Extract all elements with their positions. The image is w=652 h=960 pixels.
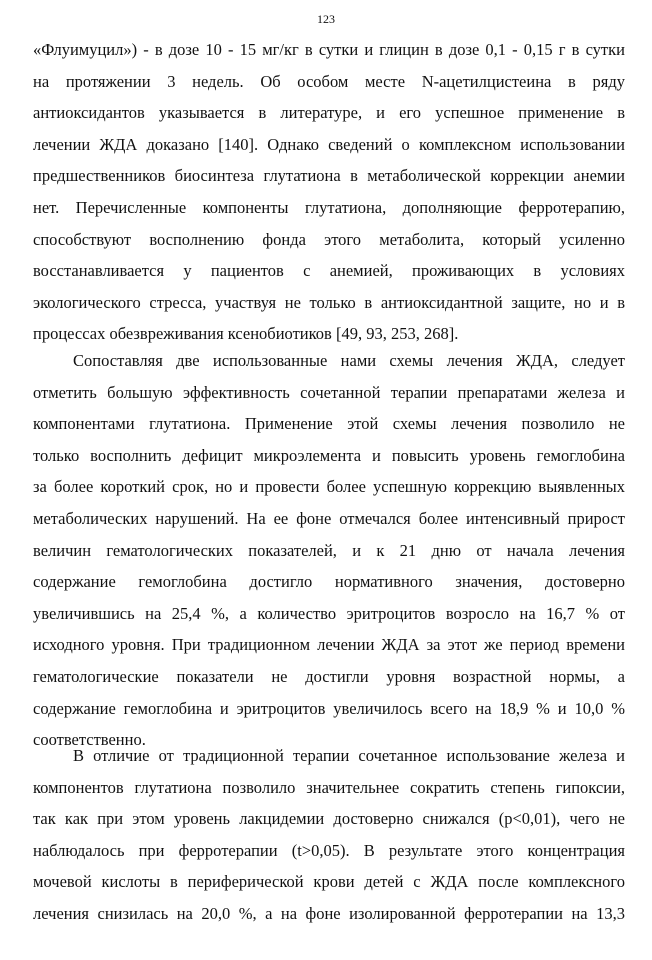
text-line: отметить большую эффективность сочетанной терапии препаратами железа и [33,382,625,402]
paragraph-1 [33,34,625,350]
text-line: процессах обезвреживания ксенобиотиков [49, 93, 253, 268]. [33,324,459,344]
paragraph-2 [33,345,625,756]
text-line: наблюдалось при ферротерапии (t>0,05). В результате этого концентрация [33,840,625,860]
text-line: величин гематологических показателей, и к 21 дню от начала лечения [33,540,625,560]
text-line: содержание гемоглобина и эритроцитов увеличилось всего на 18,9 % и 10,0 % [33,698,625,718]
text-line: В отличие от традиционной терапии сочетанное использование железа и [73,746,625,765]
text-line: мочевой кислоты в периферической крови детей с ЖДА после комплексного [33,872,625,892]
text-line: на протяжении 3 недель. Об особом месте N-ацетилцистеина в ряду [33,71,625,91]
text-line: Сопоставляя две использованные нами схемы лечения ЖДА, следует [73,351,625,370]
text-line: способствуют восполнению фонда этого метаболита, который усиленно [33,229,625,249]
text-line: увеличившись на 25,4 %, а количество эритроцитов возросло на 16,7 % от [33,603,625,623]
text-line: «Флуимуцил») - в дозе 10 - 15 мг/кг в сутки и глицин в дозе 0,1 - 0,15 г в сутки [33,40,625,59]
text-line: лечении ЖДА доказано [140]. Однако сведений о комплексном использовании [33,134,625,154]
text-line: компонентами глутатиона. Применение этой схемы лечения позволило не [33,414,625,434]
text-line: экологического стресса, участвуя не только в антиоксидантной защите, но и в [33,292,625,312]
text-line: так как при этом уровень лакцидемии достоверно снижался (p<0,01), чего не [33,809,625,829]
text-line: гематологические показатели не достигли уровня возрастной нормы, а [33,666,625,686]
text-line: компонентов глутатиона позволило значительнее сократить степень гипоксии, [33,777,625,797]
page-number: 123 [317,12,335,26]
text-line: антиоксидантов указывается в литературе, и его успешное применение в [33,103,625,123]
text-line: лечения снизилась на 20,0 %, а на фоне изолированной ферротерапии на 13,3 [33,903,625,923]
text-line: нет. Перечисленные компоненты глутатиона, дополняющие ферротерапию, [33,197,625,217]
text-line: исходного уровня. При традиционном лечении ЖДА за этот же период времени [33,635,625,655]
paragraph-3 [33,740,625,930]
text-line: за более короткий срок, но и провести более успешную коррекцию выявленных [33,477,625,497]
text-line: только восполнить дефицит микроэлемента и повысить уровень гемоглобина [33,445,625,465]
text-line: предшественников биосинтеза глутатиона в метаболической коррекции анемии [33,166,625,186]
text-line: содержание гемоглобина достигло нормативного значения, достоверно [33,572,625,592]
text-line: восстанавливается у пациентов с анемией, проживающих в условиях [33,261,625,281]
text-line: соответственно. [33,730,146,750]
text-line: метаболических нарушений. На ее фоне отмечался более интенсивный прирост [33,508,625,528]
